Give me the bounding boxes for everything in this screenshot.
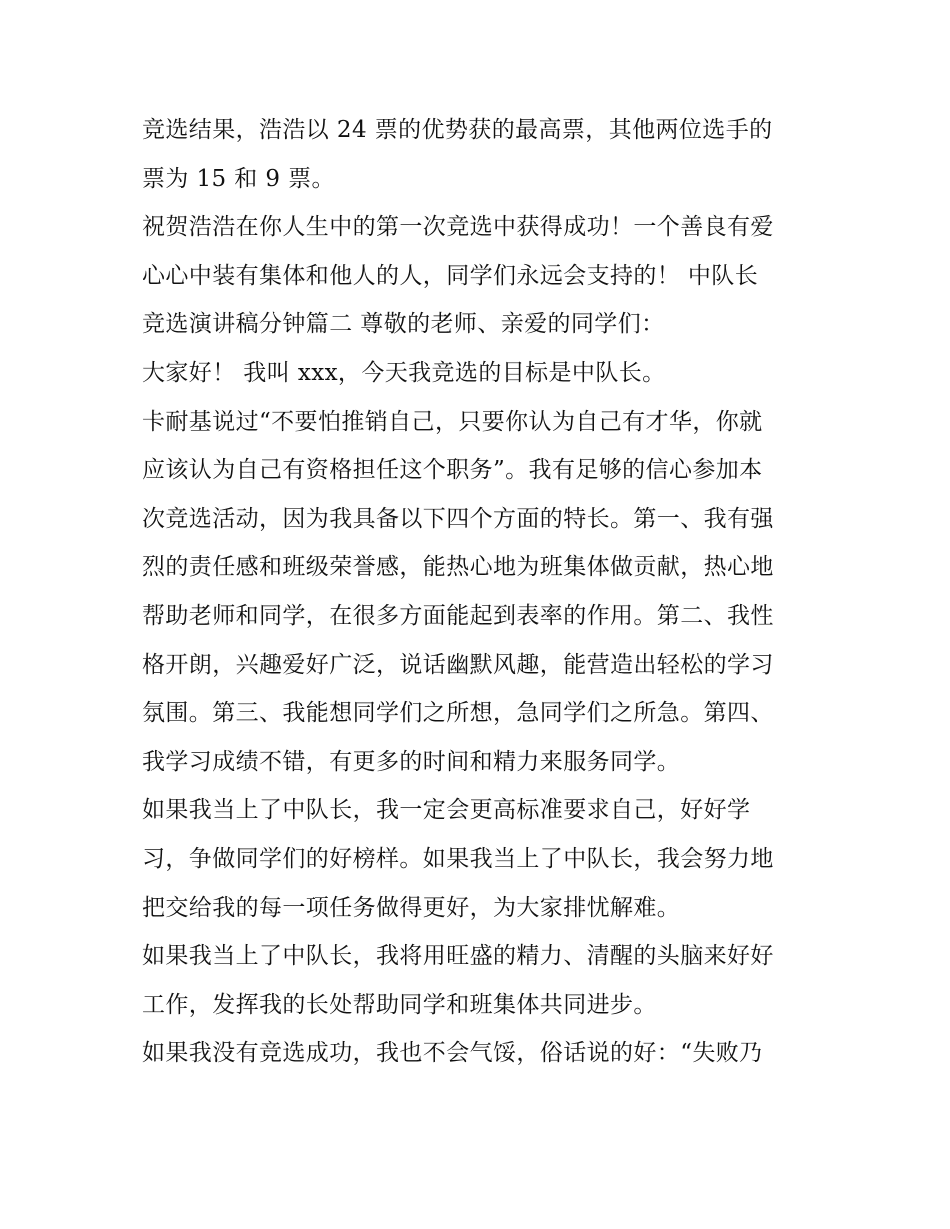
- text-line: 大家好！ 我叫 xxx，今天我竞选的目标是中队长。: [142, 359, 666, 386]
- text-line: 祝贺浩浩在你人生中的第一次竞选中获得成功！一个善良有爱: [142, 214, 774, 241]
- text-line: 心心中装有集体和他人的人，同学们永远会支持的！ 中队长: [142, 262, 759, 289]
- text-line: 应该认为自己有资格担任这个职务”。我有足够的信心参加本: [142, 457, 763, 484]
- text-line: 我学习成绩不错，有更多的时间和精力来服务同学。: [142, 748, 681, 775]
- text-line: 如果我没有竞选成功，我也不会气馁，俗话说的好：“失败乃: [142, 1040, 763, 1067]
- text-line: 烈的责任感和班级荣誉感，能热心地为班集体做贡献，热心地: [142, 554, 774, 581]
- document-body: [142, 106, 822, 1078]
- text-line: 如果我当上了中队长，我一定会更高标准要求自己，好好学: [142, 797, 751, 824]
- text-line: 帮助老师和同学，在很多方面能起到表率的作用。第二、我性: [142, 602, 774, 629]
- text-line: 竞选演讲稿分钟篇二 尊敬的老师、亲爱的同学们：: [142, 311, 665, 338]
- text-line: 氛围。第三、我能想同学们之所想，急同学们之所急。第四、: [142, 700, 774, 727]
- text-line: 工作，发挥我的长处帮助同学和班集体共同进步。: [142, 991, 657, 1018]
- text-line: 格开朗，兴趣爱好广泛，说话幽默风趣，能营造出轻松的学习: [142, 651, 774, 678]
- text-line: 次竞选活动，因为我具备以下四个方面的特长。第一、我有强: [142, 505, 774, 532]
- text-line: 竞选结果，浩浩以 24 票的优势获的最高票，其他两位选手的: [142, 117, 773, 143]
- text-line: 习，争做同学们的好榜样。如果我当上了中队长，我会努力地: [142, 845, 774, 872]
- text-line: 票为 15 和 9 票。: [142, 165, 335, 192]
- text-line: 如果我当上了中队长，我将用旺盛的精力、清醒的头脑来好好: [142, 943, 774, 970]
- text-line: 把交给我的每一项任务做得更好，为大家排忧解难。: [142, 894, 681, 921]
- text-line: 卡耐基说过“不要怕推销自己，只要你认为自己有才华，你就: [142, 408, 763, 435]
